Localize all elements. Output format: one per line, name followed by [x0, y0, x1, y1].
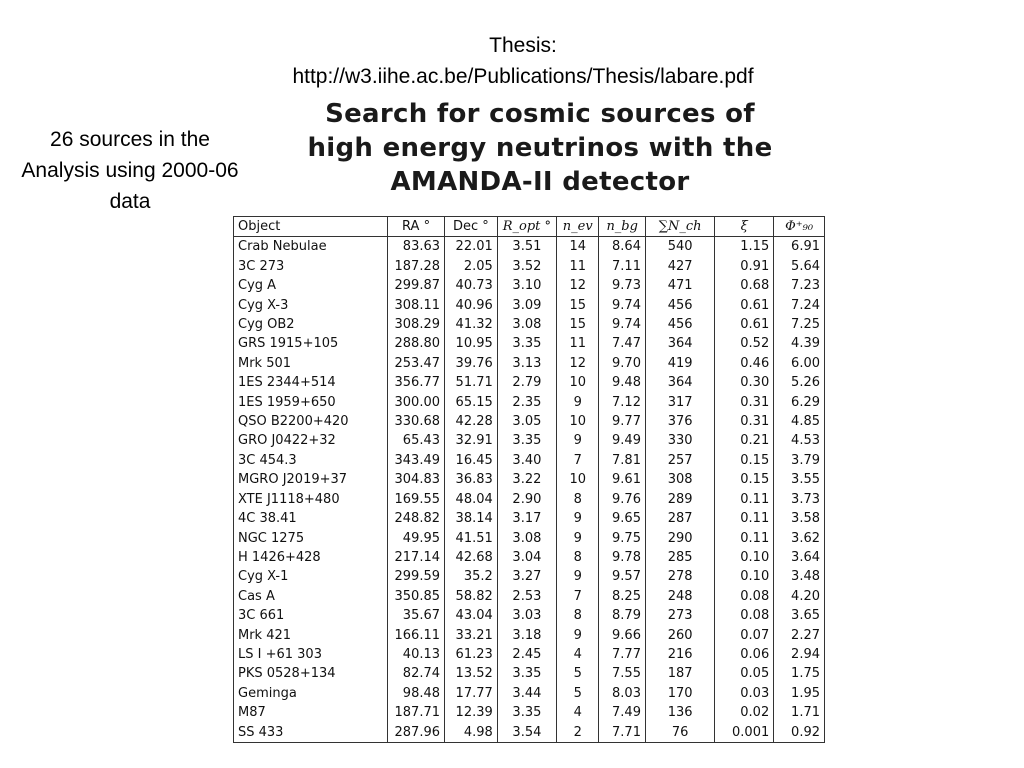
cell-nbg: 9.75	[599, 529, 646, 548]
cell-ropt: 3.18	[497, 626, 556, 645]
cell-nev: 4	[557, 703, 599, 722]
cell-phi: 2.94	[774, 645, 825, 664]
cell-ra: 287.96	[388, 723, 445, 743]
cell-ropt: 3.27	[497, 567, 556, 586]
table-header-row	[234, 217, 825, 237]
cell-object: 3C 661	[234, 606, 388, 625]
cell-nev: 10	[557, 470, 599, 489]
cell-ropt: 3.35	[497, 431, 556, 450]
cell-ropt: 2.45	[497, 645, 556, 664]
cell-nch: 471	[645, 276, 714, 295]
cell-dec: 40.96	[445, 296, 498, 315]
cell-phi: 1.75	[774, 664, 825, 683]
cell-phi: 3.65	[774, 606, 825, 625]
cell-ra: 253.47	[388, 354, 445, 373]
table-row	[234, 296, 825, 315]
cell-object: 1ES 2344+514	[234, 373, 388, 392]
cell-ra: 169.55	[388, 490, 445, 509]
cell-nch: 456	[645, 296, 714, 315]
cell-nbg: 9.48	[599, 373, 646, 392]
header-xi: ξ	[715, 217, 774, 237]
cell-nbg: 9.74	[599, 315, 646, 334]
cell-nbg: 9.65	[599, 509, 646, 528]
cell-object: H 1426+428	[234, 548, 388, 567]
cell-nbg: 9.66	[599, 626, 646, 645]
cell-nev: 8	[557, 548, 599, 567]
cell-ropt: 2.79	[497, 373, 556, 392]
cell-ra: 343.49	[388, 451, 445, 470]
cell-ra: 65.43	[388, 431, 445, 450]
cell-phi: 6.00	[774, 354, 825, 373]
cell-nev: 14	[557, 237, 599, 257]
cell-nch: 308	[645, 470, 714, 489]
cell-nch: 278	[645, 567, 714, 586]
cell-xi: 0.11	[715, 509, 774, 528]
cell-xi: 0.68	[715, 276, 774, 295]
cell-ra: 49.95	[388, 529, 445, 548]
cell-nbg: 7.47	[599, 334, 646, 353]
cell-ra: 308.29	[388, 315, 445, 334]
cell-nbg: 8.03	[599, 684, 646, 703]
cell-ropt: 2.53	[497, 587, 556, 606]
cell-nbg: 7.49	[599, 703, 646, 722]
cell-nch: 376	[645, 412, 714, 431]
header-ropt: R_opt °	[497, 217, 556, 237]
cell-xi: 0.15	[715, 451, 774, 470]
cell-nbg: 9.57	[599, 567, 646, 586]
side-note-line-3: data	[109, 190, 151, 213]
cell-nev: 8	[557, 490, 599, 509]
cell-ra: 288.80	[388, 334, 445, 353]
side-note-line-2: Analysis using 2000-06	[21, 159, 239, 182]
cell-object: Crab Nebulae	[234, 237, 388, 257]
table-row	[234, 548, 825, 567]
cell-nbg: 7.81	[599, 451, 646, 470]
cell-dec: 43.04	[445, 606, 498, 625]
cell-dec: 39.76	[445, 354, 498, 373]
cell-xi: 0.02	[715, 703, 774, 722]
cell-dec: 41.51	[445, 529, 498, 548]
cell-xi: 0.08	[715, 606, 774, 625]
table-row	[234, 431, 825, 450]
cell-object: GRO J0422+32	[234, 431, 388, 450]
cell-nbg: 9.61	[599, 470, 646, 489]
cell-object: Cyg X-1	[234, 567, 388, 586]
cell-object: NGC 1275	[234, 529, 388, 548]
cell-ropt: 3.44	[497, 684, 556, 703]
cell-dec: 33.21	[445, 626, 498, 645]
cell-xi: 0.11	[715, 490, 774, 509]
cell-ra: 187.28	[388, 257, 445, 276]
cell-xi: 0.001	[715, 723, 774, 743]
cell-dec: 4.98	[445, 723, 498, 743]
cell-nev: 7	[557, 451, 599, 470]
cell-ropt: 3.08	[497, 315, 556, 334]
cell-nbg: 7.55	[599, 664, 646, 683]
cell-dec: 16.45	[445, 451, 498, 470]
cell-ropt: 3.17	[497, 509, 556, 528]
side-note-line-1: 26 sources in the	[50, 128, 210, 151]
cell-xi: 0.61	[715, 315, 774, 334]
cell-ropt: 3.03	[497, 606, 556, 625]
cell-dec: 42.28	[445, 412, 498, 431]
cell-ropt: 3.05	[497, 412, 556, 431]
cell-object: 3C 454.3	[234, 451, 388, 470]
cell-object: PKS 0528+134	[234, 664, 388, 683]
cell-nev: 9	[557, 509, 599, 528]
cell-object: 3C 273	[234, 257, 388, 276]
cell-dec: 35.2	[445, 567, 498, 586]
thesis-url: http://w3.iihe.ac.be/Publications/Thesis/labare.pdf	[292, 65, 754, 88]
table-row	[234, 684, 825, 703]
table-row	[234, 645, 825, 664]
cell-ropt: 3.35	[497, 664, 556, 683]
cell-object: Cyg A	[234, 276, 388, 295]
cell-dec: 36.83	[445, 470, 498, 489]
cell-object: QSO B2200+420	[234, 412, 388, 431]
cell-xi: 0.03	[715, 684, 774, 703]
header-nev: n_ev	[557, 217, 599, 237]
cell-ra: 356.77	[388, 373, 445, 392]
cell-xi: 0.06	[715, 645, 774, 664]
cell-phi: 3.73	[774, 490, 825, 509]
cell-nev: 11	[557, 257, 599, 276]
cell-ropt: 2.35	[497, 393, 556, 412]
cell-phi: 3.48	[774, 567, 825, 586]
cell-ra: 166.11	[388, 626, 445, 645]
cell-ropt: 3.51	[497, 237, 556, 257]
cell-dec: 12.39	[445, 703, 498, 722]
cell-nch: 187	[645, 664, 714, 683]
cell-nev: 10	[557, 373, 599, 392]
cell-phi: 3.64	[774, 548, 825, 567]
cell-phi: 0.92	[774, 723, 825, 743]
cell-dec: 48.04	[445, 490, 498, 509]
cell-nev: 7	[557, 587, 599, 606]
cell-nch: 248	[645, 587, 714, 606]
cell-xi: 0.31	[715, 412, 774, 431]
header-label: Thesis:	[489, 34, 557, 57]
cell-nbg: 9.77	[599, 412, 646, 431]
cell-nev: 15	[557, 296, 599, 315]
cell-phi: 7.25	[774, 315, 825, 334]
cell-nev: 5	[557, 684, 599, 703]
cell-ra: 98.48	[388, 684, 445, 703]
cell-xi: 0.05	[715, 664, 774, 683]
cell-ra: 299.59	[388, 567, 445, 586]
cell-nbg: 9.76	[599, 490, 646, 509]
cell-xi: 0.30	[715, 373, 774, 392]
cell-ra: 217.14	[388, 548, 445, 567]
cell-ra: 304.83	[388, 470, 445, 489]
cell-dec: 51.71	[445, 373, 498, 392]
cell-ra: 40.13	[388, 645, 445, 664]
cell-nbg: 7.11	[599, 257, 646, 276]
cell-ra: 299.87	[388, 276, 445, 295]
table-row	[234, 334, 825, 353]
cell-ropt: 3.54	[497, 723, 556, 743]
table-row	[234, 237, 825, 257]
table-row	[234, 470, 825, 489]
cell-object: 1ES 1959+650	[234, 393, 388, 412]
cell-nbg: 7.77	[599, 645, 646, 664]
side-note	[4, 124, 256, 217]
cell-ropt: 3.04	[497, 548, 556, 567]
cell-xi: 1.15	[715, 237, 774, 257]
cell-ropt: 3.10	[497, 276, 556, 295]
table-row	[234, 490, 825, 509]
cell-nbg: 9.78	[599, 548, 646, 567]
cell-nev: 9	[557, 529, 599, 548]
cell-dec: 42.68	[445, 548, 498, 567]
cell-phi: 5.26	[774, 373, 825, 392]
cell-nch: 540	[645, 237, 714, 257]
slide-header	[0, 30, 1024, 92]
cell-phi: 2.27	[774, 626, 825, 645]
cell-nbg: 8.25	[599, 587, 646, 606]
table-row	[234, 723, 825, 743]
table-body	[234, 237, 825, 743]
table-row	[234, 451, 825, 470]
cell-nch: 273	[645, 606, 714, 625]
cell-object: SS 433	[234, 723, 388, 743]
cell-object: 4C 38.41	[234, 509, 388, 528]
cell-xi: 0.10	[715, 548, 774, 567]
cell-phi: 4.85	[774, 412, 825, 431]
cell-nch: 136	[645, 703, 714, 722]
cell-ropt: 3.52	[497, 257, 556, 276]
cell-phi: 1.95	[774, 684, 825, 703]
cell-object: XTE J1118+480	[234, 490, 388, 509]
cell-dec: 22.01	[445, 237, 498, 257]
header-phi: Φ⁺₉₀	[774, 217, 825, 237]
cell-nbg: 9.49	[599, 431, 646, 450]
cell-phi: 3.79	[774, 451, 825, 470]
cell-nbg: 8.64	[599, 237, 646, 257]
cell-phi: 6.29	[774, 393, 825, 412]
cell-nbg: 8.79	[599, 606, 646, 625]
cell-phi: 4.39	[774, 334, 825, 353]
cell-ra: 248.82	[388, 509, 445, 528]
cell-dec: 10.95	[445, 334, 498, 353]
cell-ra: 300.00	[388, 393, 445, 412]
cell-phi: 4.53	[774, 431, 825, 450]
cell-nev: 8	[557, 606, 599, 625]
table-row	[234, 276, 825, 295]
cell-nbg: 9.74	[599, 296, 646, 315]
cell-nch: 289	[645, 490, 714, 509]
cell-dec: 58.82	[445, 587, 498, 606]
cell-ropt: 3.13	[497, 354, 556, 373]
cell-ra: 350.85	[388, 587, 445, 606]
cell-nev: 4	[557, 645, 599, 664]
cell-nch: 317	[645, 393, 714, 412]
cell-object: M87	[234, 703, 388, 722]
table-row	[234, 315, 825, 334]
cell-nbg: 7.12	[599, 393, 646, 412]
cell-dec: 40.73	[445, 276, 498, 295]
table-row	[234, 567, 825, 586]
cell-nev: 9	[557, 567, 599, 586]
table-row	[234, 529, 825, 548]
cell-ra: 82.74	[388, 664, 445, 683]
cell-nev: 9	[557, 626, 599, 645]
cell-xi: 0.15	[715, 470, 774, 489]
cell-nch: 260	[645, 626, 714, 645]
cell-object: Geminga	[234, 684, 388, 703]
cell-ropt: 3.35	[497, 334, 556, 353]
cell-phi: 7.23	[774, 276, 825, 295]
cell-dec: 13.52	[445, 664, 498, 683]
cell-ra: 308.11	[388, 296, 445, 315]
cell-dec: 38.14	[445, 509, 498, 528]
header-ra: RA °	[388, 217, 445, 237]
header-nch: ∑N_ch	[645, 217, 714, 237]
cell-phi: 5.64	[774, 257, 825, 276]
cell-nch: 287	[645, 509, 714, 528]
cell-nev: 12	[557, 276, 599, 295]
cell-ra: 330.68	[388, 412, 445, 431]
cell-phi: 3.62	[774, 529, 825, 548]
cell-object: Cyg OB2	[234, 315, 388, 334]
cell-ropt: 3.22	[497, 470, 556, 489]
cell-xi: 0.61	[715, 296, 774, 315]
cell-nch: 364	[645, 334, 714, 353]
cell-dec: 61.23	[445, 645, 498, 664]
cell-nev: 2	[557, 723, 599, 743]
cell-nev: 12	[557, 354, 599, 373]
cell-nch: 456	[645, 315, 714, 334]
cell-xi: 0.52	[715, 334, 774, 353]
cell-dec: 17.77	[445, 684, 498, 703]
cell-xi: 0.07	[715, 626, 774, 645]
cell-xi: 0.46	[715, 354, 774, 373]
cell-nev: 9	[557, 393, 599, 412]
cell-nbg: 7.71	[599, 723, 646, 743]
table-row	[234, 412, 825, 431]
cell-object: Cyg X-3	[234, 296, 388, 315]
cell-nch: 285	[645, 548, 714, 567]
cell-phi: 4.20	[774, 587, 825, 606]
cell-nev: 10	[557, 412, 599, 431]
table-row	[234, 664, 825, 683]
cell-phi: 3.55	[774, 470, 825, 489]
cell-ropt: 3.40	[497, 451, 556, 470]
table-row	[234, 373, 825, 392]
header-object: Object	[234, 217, 388, 237]
thesis-title-line-1: Search for cosmic sources of	[325, 99, 755, 129]
cell-xi: 0.21	[715, 431, 774, 450]
cell-nch: 419	[645, 354, 714, 373]
cell-ropt: 3.35	[497, 703, 556, 722]
cell-ra: 35.67	[388, 606, 445, 625]
table-row	[234, 257, 825, 276]
cell-nev: 9	[557, 431, 599, 450]
cell-dec: 2.05	[445, 257, 498, 276]
cell-nbg: 9.70	[599, 354, 646, 373]
thesis-title-line-2: high energy neutrinos with the	[307, 133, 773, 163]
cell-phi: 3.58	[774, 509, 825, 528]
thesis-title	[300, 97, 780, 199]
cell-nbg: 9.73	[599, 276, 646, 295]
cell-nev: 15	[557, 315, 599, 334]
cell-xi: 0.10	[715, 567, 774, 586]
table-row	[234, 393, 825, 412]
cell-nch: 76	[645, 723, 714, 743]
cell-phi: 7.24	[774, 296, 825, 315]
table-row	[234, 606, 825, 625]
cell-object: Mrk 501	[234, 354, 388, 373]
cell-nch: 290	[645, 529, 714, 548]
thesis-title-line-3: AMANDA-II detector	[390, 167, 690, 197]
table-row	[234, 703, 825, 722]
cell-phi: 1.71	[774, 703, 825, 722]
cell-dec: 65.15	[445, 393, 498, 412]
cell-xi: 0.11	[715, 529, 774, 548]
cell-xi: 0.31	[715, 393, 774, 412]
cell-ropt: 3.08	[497, 529, 556, 548]
cell-nch: 216	[645, 645, 714, 664]
cell-object: GRS 1915+105	[234, 334, 388, 353]
cell-ropt: 3.09	[497, 296, 556, 315]
table-row	[234, 587, 825, 606]
table-row	[234, 509, 825, 528]
sources-table	[233, 216, 825, 743]
cell-nch: 330	[645, 431, 714, 450]
cell-dec: 32.91	[445, 431, 498, 450]
cell-nch: 257	[645, 451, 714, 470]
cell-ra: 187.71	[388, 703, 445, 722]
cell-object: Cas A	[234, 587, 388, 606]
cell-dec: 41.32	[445, 315, 498, 334]
cell-object: LS I +61 303	[234, 645, 388, 664]
cell-ropt: 2.90	[497, 490, 556, 509]
cell-xi: 0.08	[715, 587, 774, 606]
cell-nev: 11	[557, 334, 599, 353]
cell-phi: 6.91	[774, 237, 825, 257]
cell-xi: 0.91	[715, 257, 774, 276]
cell-object: MGRO J2019+37	[234, 470, 388, 489]
cell-nch: 364	[645, 373, 714, 392]
header-nbg: n_bg	[599, 217, 646, 237]
cell-nev: 5	[557, 664, 599, 683]
cell-ra: 83.63	[388, 237, 445, 257]
cell-object: Mrk 421	[234, 626, 388, 645]
table-row	[234, 626, 825, 645]
cell-nch: 427	[645, 257, 714, 276]
table-row	[234, 354, 825, 373]
cell-nch: 170	[645, 684, 714, 703]
header-dec: Dec °	[445, 217, 498, 237]
